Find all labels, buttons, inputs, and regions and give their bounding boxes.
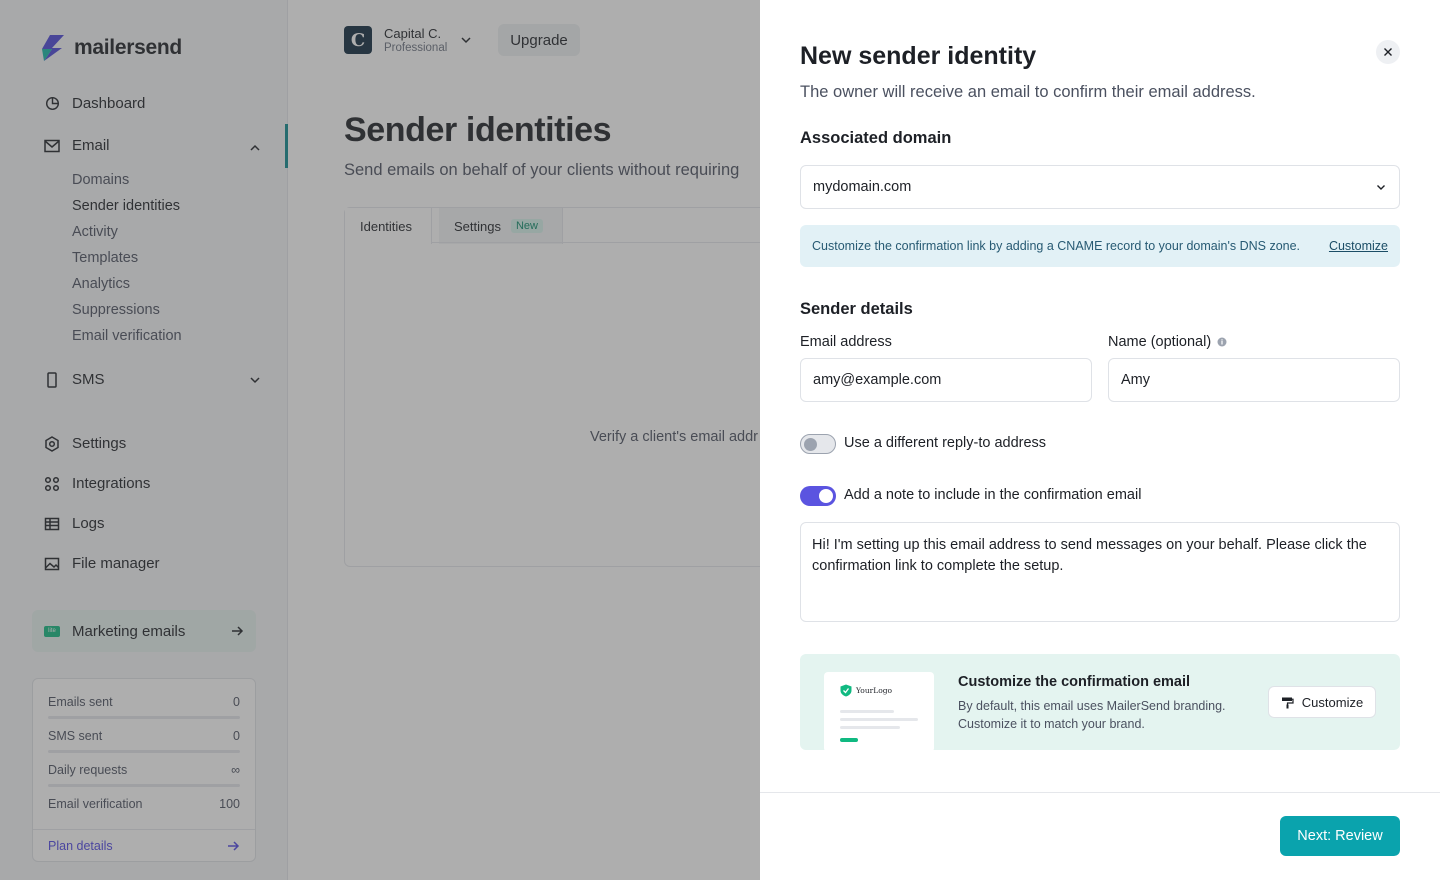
reply-to-toggle-label: Use a different reply-to address — [844, 435, 1047, 451]
email-preview-thumbnail — [824, 672, 934, 750]
preview-logo — [840, 684, 892, 697]
usage-value: 0 — [233, 729, 240, 743]
close-icon — [1383, 47, 1393, 57]
empty-state-text: Verify a client's email addr — [590, 429, 758, 445]
usage-label: SMS sent — [48, 729, 103, 743]
preview-button — [840, 738, 858, 742]
promo-text: By default, this email uses MailerSend branding. Customize it to match your brand. — [958, 699, 1226, 732]
customize-email-promo — [800, 654, 1400, 750]
sidebar-item-label: Integrations — [72, 475, 151, 492]
sender-details-heading: Sender details — [800, 300, 913, 318]
usage-value: 0 — [233, 695, 240, 709]
customize-link[interactable]: Customize — [1328, 239, 1388, 253]
promo-title: Customize the confirmation email — [958, 674, 1191, 690]
info-icon[interactable] — [1217, 337, 1227, 347]
customize-button-label: Customize — [1301, 694, 1364, 710]
reply-to-toggle[interactable] — [800, 434, 836, 454]
sidebar-item-label: Logs — [72, 515, 105, 532]
close-button[interactable] — [1376, 40, 1400, 64]
next-review-button[interactable]: Next: Review — [1280, 816, 1400, 856]
shield-icon — [840, 684, 852, 697]
preview-line — [840, 718, 918, 721]
name-field[interactable] — [1108, 358, 1400, 402]
toggle-knob — [804, 438, 817, 451]
email-field[interactable] — [800, 358, 1092, 402]
plan-details-label: Plan details — [48, 839, 113, 853]
tab-label: Settings — [454, 218, 501, 234]
paint-roller-icon — [1281, 696, 1294, 709]
sidebar-subitem-templates[interactable]: Templates — [72, 250, 139, 266]
sidebar-subitem-domains[interactable]: Domains — [72, 172, 130, 188]
preview-line — [840, 710, 894, 713]
drawer-title: New sender identity — [800, 42, 1037, 70]
cname-info-banner — [800, 225, 1400, 267]
note-toggle[interactable] — [800, 486, 836, 506]
sidebar-item-label: Dashboard — [72, 95, 146, 112]
sidebar-subitem-email-verification[interactable]: Email verification — [72, 328, 182, 344]
preview-line — [840, 726, 900, 729]
preview-logo-text: YourLogo — [856, 686, 893, 695]
label-text: Name (optional) — [1108, 334, 1212, 350]
note-textarea[interactable] — [800, 522, 1400, 622]
marketing-emails-label: Marketing emails — [72, 622, 186, 640]
sidebar-item-label: File manager — [72, 555, 160, 572]
usage-label: Daily requests — [48, 763, 128, 777]
sidebar-item-label: Settings — [72, 435, 127, 452]
note-toggle-label: Add a note to include in the confirmation email — [844, 487, 1142, 503]
sidebar-subitem-activity[interactable]: Activity — [72, 224, 118, 240]
upgrade-button[interactable]: Upgrade — [498, 24, 580, 56]
account-avatar: C — [344, 26, 372, 54]
info-text: Customize the confirmation link by adding a CNAME record to your domain's DNS zone. — [812, 239, 1301, 253]
email-address-label — [800, 334, 892, 350]
page-subtitle: Send emails on behalf of your clients without requiring — [344, 161, 740, 179]
tab-label: Identities — [360, 218, 413, 234]
lite-badge-icon: lite — [44, 626, 60, 637]
associated-domain-heading: Associated domain — [800, 129, 952, 147]
toggle-knob — [819, 489, 833, 503]
brand-name: mailersend — [74, 36, 182, 59]
divider — [760, 792, 1440, 793]
domain-select-value: mydomain.com — [813, 179, 912, 195]
account-plan: Professional — [384, 42, 448, 55]
domain-select[interactable] — [800, 165, 1400, 209]
page-title: Sender identities — [344, 111, 612, 149]
usage-value: 100 — [219, 797, 240, 811]
account-name: Capital C. — [384, 26, 442, 41]
new-sender-identity-drawer — [760, 0, 1440, 880]
usage-label: Email verification — [48, 797, 143, 811]
sidebar-item-label: SMS — [72, 371, 105, 388]
label-text: Email address — [800, 334, 892, 350]
usage-label: Emails sent — [48, 695, 113, 709]
customize-button[interactable] — [1268, 686, 1376, 718]
sidebar-subitem-suppressions[interactable]: Suppressions — [72, 302, 160, 318]
usage-value: ∞ — [231, 763, 240, 777]
drawer-subtitle: The owner will receive an email to confirm their email address. — [800, 83, 1256, 101]
new-badge: New — [511, 219, 543, 233]
chevron-down-icon — [1375, 181, 1387, 193]
sidebar-subitem-analytics[interactable]: Analytics — [72, 276, 131, 292]
sidebar-subitem-sender-identities[interactable]: Sender identities — [72, 198, 181, 214]
sidebar-item-label: Email — [72, 137, 110, 154]
name-label — [1108, 334, 1227, 350]
